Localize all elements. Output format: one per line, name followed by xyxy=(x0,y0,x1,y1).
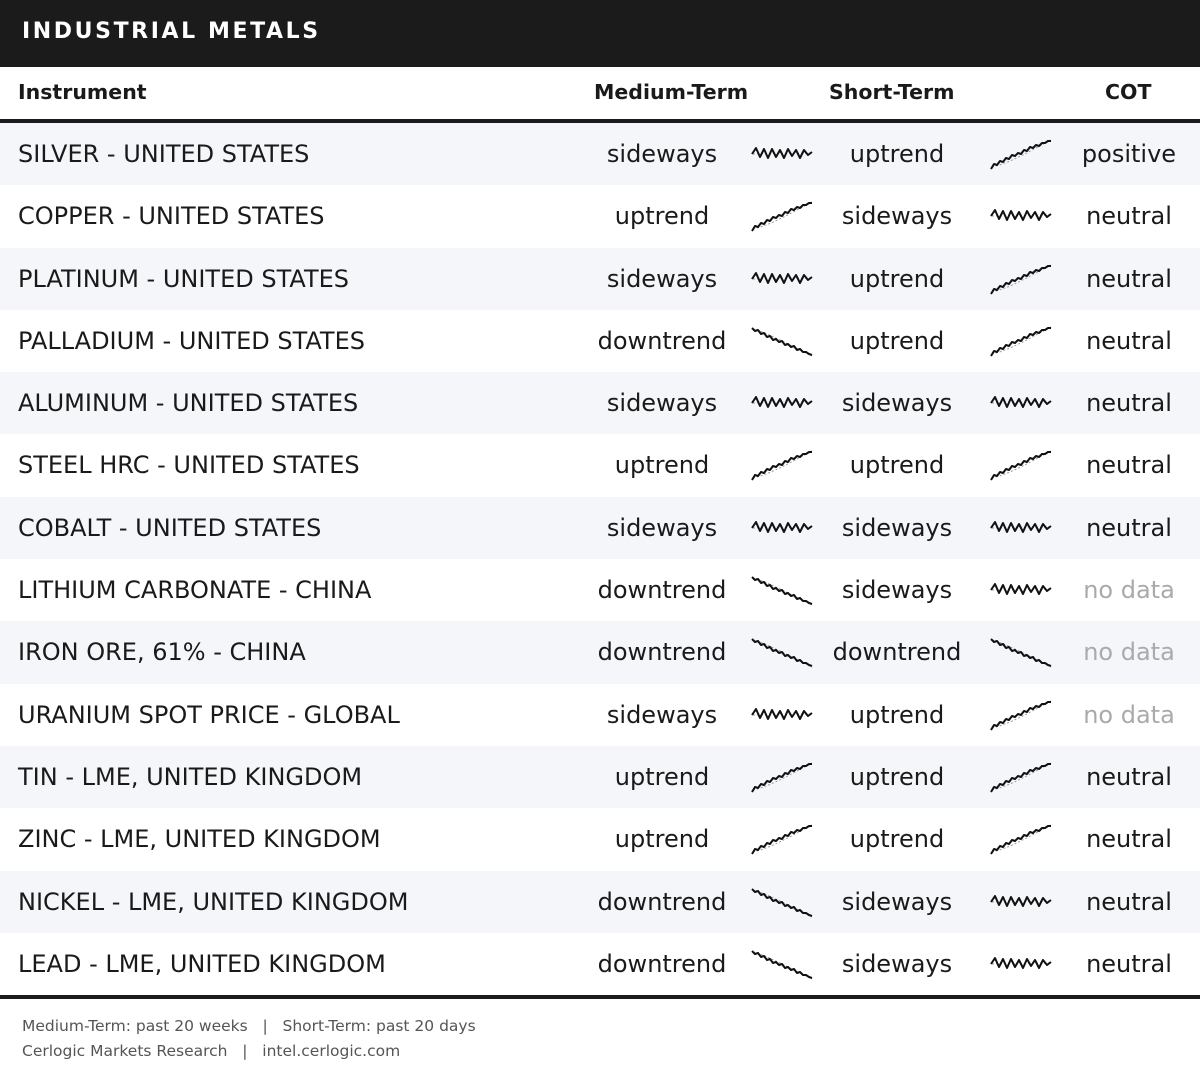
sideways-sparkline-icon xyxy=(990,947,1052,981)
medium-term-trend: sideways xyxy=(606,700,718,729)
page-title: INDUSTRIAL METALS xyxy=(22,19,321,44)
sideways-sparkline-icon xyxy=(751,698,813,732)
instrument-name: PALLADIUM - UNITED STATES xyxy=(18,326,365,355)
instrument-name: SILVER - UNITED STATES xyxy=(18,140,310,168)
uptrend-sparkline-icon xyxy=(990,822,1052,856)
medium-term-trend: sideways xyxy=(606,140,718,168)
uptrend-sparkline-icon xyxy=(751,448,813,482)
cot-signal: no data xyxy=(1083,700,1175,729)
table-row xyxy=(0,434,1200,496)
instrument-name: ALUMINUM - UNITED STATES xyxy=(18,389,359,418)
downtrend-sparkline-icon xyxy=(990,635,1052,669)
downtrend-sparkline-icon xyxy=(751,885,813,919)
short-term-trend: uptrend xyxy=(849,700,945,729)
short-term-trend: uptrend xyxy=(849,140,945,168)
short-term-trend: sideways xyxy=(841,389,953,418)
sideways-sparkline-icon xyxy=(751,262,813,296)
short-term-trend: sideways xyxy=(841,513,953,542)
medium-term-trend: downtrend xyxy=(597,949,727,978)
cot-signal: no data xyxy=(1083,638,1175,667)
uptrend-sparkline-icon xyxy=(990,324,1052,358)
column-header-short-term: Short-Term xyxy=(829,80,955,104)
short-term-trend: uptrend xyxy=(849,451,945,480)
instrument-name: TIN - LME, UNITED KINGDOM xyxy=(18,762,363,791)
table-row xyxy=(0,621,1200,683)
instrument-name: LEAD - LME, UNITED KINGDOM xyxy=(18,949,386,978)
uptrend-sparkline-icon xyxy=(751,199,813,233)
table-row xyxy=(0,684,1200,746)
instrument-name: NICKEL - LME, UNITED KINGDOM xyxy=(18,887,409,916)
instrument-name: COBALT - UNITED STATES xyxy=(18,513,322,542)
medium-term-trend: downtrend xyxy=(597,326,727,355)
sideways-sparkline-icon xyxy=(990,885,1052,919)
medium-term-trend: sideways xyxy=(606,513,718,542)
medium-term-trend: uptrend xyxy=(614,825,710,854)
medium-term-trend: downtrend xyxy=(597,887,727,916)
instrument-name: IRON ORE, 61% - CHINA xyxy=(18,638,306,667)
table-row xyxy=(0,808,1200,870)
table-row xyxy=(0,871,1200,933)
uptrend-sparkline-icon xyxy=(990,760,1052,794)
cot-signal: neutral xyxy=(1086,389,1172,418)
short-term-trend: downtrend xyxy=(832,638,962,667)
header-bar xyxy=(0,0,1200,67)
uptrend-sparkline-icon xyxy=(990,262,1052,296)
short-term-trend: uptrend xyxy=(849,264,945,293)
table-row xyxy=(0,933,1200,995)
cot-signal: neutral xyxy=(1086,949,1172,978)
short-term-trend: uptrend xyxy=(849,825,945,854)
cot-signal: neutral xyxy=(1086,887,1172,916)
instrument-name: LITHIUM CARBONATE - CHINA xyxy=(18,576,372,605)
medium-term-trend: uptrend xyxy=(614,202,710,231)
instrument-name: ZINC - LME, UNITED KINGDOM xyxy=(18,825,381,854)
instrument-name: URANIUM SPOT PRICE - GLOBAL xyxy=(18,700,400,729)
downtrend-sparkline-icon xyxy=(751,573,813,607)
medium-term-trend: downtrend xyxy=(597,576,727,605)
cot-signal: neutral xyxy=(1086,264,1172,293)
instrument-name: COPPER - UNITED STATES xyxy=(18,202,325,231)
uptrend-sparkline-icon xyxy=(751,760,813,794)
cot-signal: neutral xyxy=(1086,202,1172,231)
sideways-sparkline-icon xyxy=(751,137,813,171)
cot-signal: no data xyxy=(1083,576,1175,605)
downtrend-sparkline-icon xyxy=(751,324,813,358)
medium-term-trend: downtrend xyxy=(597,638,727,667)
table-row xyxy=(0,372,1200,434)
footer-periods: Medium-Term: past 20 weeks | Short-Term: past 20 days xyxy=(22,1017,476,1035)
table-row xyxy=(0,746,1200,808)
short-term-trend: sideways xyxy=(841,202,953,231)
downtrend-sparkline-icon xyxy=(751,635,813,669)
short-term-trend: sideways xyxy=(841,576,953,605)
cot-signal: neutral xyxy=(1086,513,1172,542)
medium-term-trend: sideways xyxy=(606,264,718,293)
table-row xyxy=(0,310,1200,372)
short-term-trend: uptrend xyxy=(849,326,945,355)
cot-signal: neutral xyxy=(1086,762,1172,791)
short-term-trend: uptrend xyxy=(849,762,945,791)
short-term-trend: sideways xyxy=(841,949,953,978)
medium-term-trend: uptrend xyxy=(614,762,710,791)
column-header-medium-term: Medium-Term xyxy=(594,80,749,104)
table-body xyxy=(0,123,1200,995)
sideways-sparkline-icon xyxy=(751,511,813,545)
footer-credits: Cerlogic Markets Research | intel.cerlogic.com xyxy=(22,1042,401,1060)
uptrend-sparkline-icon xyxy=(751,822,813,856)
uptrend-sparkline-icon xyxy=(990,137,1052,171)
uptrend-sparkline-icon xyxy=(990,698,1052,732)
sideways-sparkline-icon xyxy=(990,573,1052,607)
table-row xyxy=(0,248,1200,310)
uptrend-sparkline-icon xyxy=(990,448,1052,482)
cot-signal: positive xyxy=(1081,140,1177,168)
instrument-name: STEEL HRC - UNITED STATES xyxy=(18,451,360,480)
table-bottom-divider xyxy=(0,995,1200,999)
cot-signal: neutral xyxy=(1086,451,1172,480)
short-term-trend: sideways xyxy=(841,887,953,916)
medium-term-trend: uptrend xyxy=(614,451,710,480)
column-header-instrument: Instrument xyxy=(18,80,147,104)
instrument-name: PLATINUM - UNITED STATES xyxy=(18,264,350,293)
medium-term-trend: sideways xyxy=(606,389,718,418)
sideways-sparkline-icon xyxy=(990,199,1052,233)
cot-signal: neutral xyxy=(1086,825,1172,854)
table-row xyxy=(0,559,1200,621)
table-row xyxy=(0,185,1200,247)
sideways-sparkline-icon xyxy=(990,511,1052,545)
sideways-sparkline-icon xyxy=(751,386,813,420)
cot-signal: neutral xyxy=(1086,326,1172,355)
downtrend-sparkline-icon xyxy=(751,947,813,981)
sideways-sparkline-icon xyxy=(990,386,1052,420)
table-row xyxy=(0,497,1200,559)
column-header-cot: COT xyxy=(1105,80,1152,104)
table-row xyxy=(0,123,1200,185)
